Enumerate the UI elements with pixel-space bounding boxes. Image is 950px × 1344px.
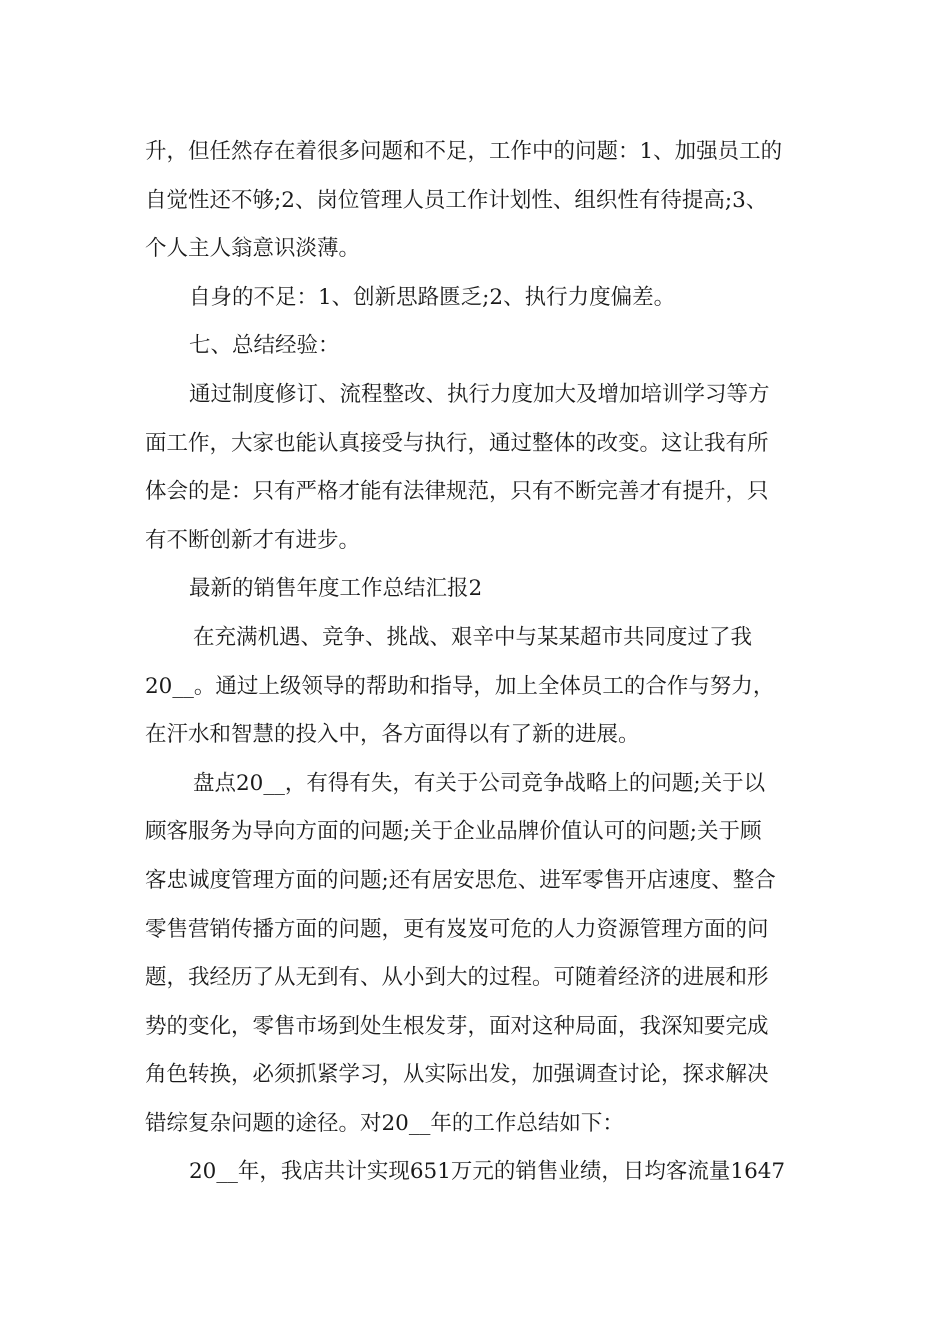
text-line: 自身的不足：1、创新思路匮乏;2、执行力度偏差。 (189, 284, 676, 310)
text-line: 通过制度修订、流程整改、执行力度加大及增加培训学习等方 (189, 381, 770, 407)
paragraph-experience (145, 371, 810, 565)
text-line: 七、总结经验： (189, 333, 340, 359)
text-line: 20__。通过上级领导的帮助和指导，加上全体员工的合作与努力， (145, 673, 775, 699)
paragraph-review (145, 760, 810, 1149)
paragraph-intro (145, 614, 810, 760)
text-line: 20__年，我店共计实现651万元的销售业绩，日均客流量1647 (189, 1159, 786, 1185)
text-line: 体会的是：只有严格才能有法律规范，只有不断完善才有提升，只 (145, 479, 769, 505)
text-line: 在汗水和智慧的投入中，各方面得以有了新的进展。 (145, 722, 640, 748)
text-line: 顾客服务为导向方面的问题;关于企业品牌价值认可的问题;关于顾 (145, 819, 762, 845)
document-body (145, 128, 810, 1197)
text-line: 题，我经历了从无到有、从小到大的过程。可随着经济的进展和形 (145, 965, 769, 991)
text-line: 升，但任然存在着很多问题和不足，工作中的问题：1、加强员工的 (145, 139, 783, 164)
document-subtitle (145, 565, 810, 614)
paragraph-problems (145, 128, 810, 274)
text-line: 角色转换，必须抓紧学习，从实际出发，加强调查讨论，探求解决 (145, 1062, 769, 1088)
paragraph-self-shortcomings (145, 274, 810, 323)
text-line: 势的变化，零售市场到处生根发芽，面对这种局面，我深知要完成 (145, 1013, 769, 1039)
text-line: 盘点20__，有得有失，有关于公司竞争战略上的问题;关于以 (193, 770, 766, 796)
text-line: 错综复杂问题的途径。对20__年的工作总结如下： (145, 1110, 624, 1136)
text-line: 零售营销传播方面的问题，更有岌岌可危的人力资源管理方面的问 (145, 916, 769, 942)
text-line: 最新的销售年度工作总结汇报2 (189, 576, 483, 602)
text-line: 个人主人翁意识淡薄。 (145, 236, 361, 262)
paragraph-sales-results (145, 1148, 810, 1197)
section-heading-summary-experience (145, 322, 810, 371)
text-line: 客忠诚度管理方面的问题;还有居安思危、进军零售开店速度、整合 (145, 867, 776, 893)
text-line: 在充满机遇、竞争、挑战、艰辛中与某某超市共同度过了我 (193, 624, 753, 650)
text-line: 有不断创新才有进步。 (145, 527, 361, 553)
text-line: 自觉性还不够;2、岗位管理人员工作计划性、组织性有待提高;3、 (145, 187, 768, 213)
text-line: 面工作，大家也能认真接受与执行，通过整体的改变。这让我有所 (145, 430, 769, 456)
